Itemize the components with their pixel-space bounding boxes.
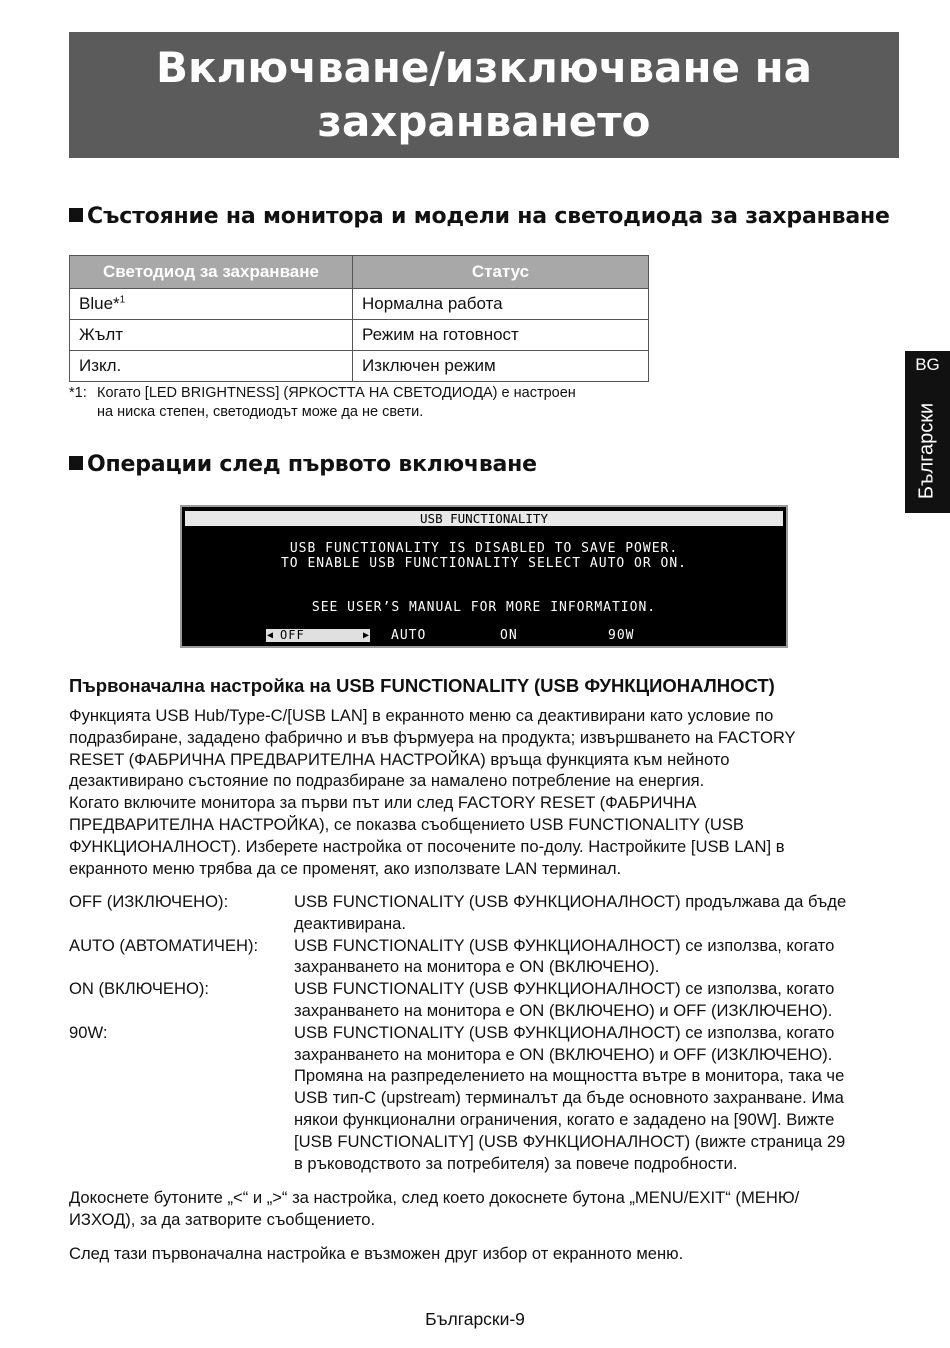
table-cell-led: Изкл. — [70, 351, 353, 382]
options-definition-list — [69, 891, 901, 1174]
osd-message-screenshot — [180, 505, 788, 648]
square-bullet-icon — [69, 456, 83, 470]
option-term: AUTO (АВТОМАТИЧЕН): — [69, 935, 259, 955]
table-row — [70, 320, 649, 351]
osd-line-1: USB FUNCTIONALITY IS DISABLED TO SAVE POWER. — [289, 541, 679, 556]
option-description: USB FUNCTIONALITY (USB ФУНКЦИОНАЛНОСТ) продължава да бъде деактивирана. — [294, 892, 847, 933]
table-header-status: Статус — [353, 256, 649, 289]
list-item — [69, 935, 901, 979]
list-item — [69, 1022, 901, 1175]
list-item — [69, 978, 901, 1022]
table-header-row — [70, 256, 649, 289]
table-cell-status: Режим на готовност — [353, 320, 649, 351]
language-side-tab — [905, 351, 950, 513]
table-header-led: Светодиод за захранване — [70, 256, 353, 289]
osd-line-2: TO ENABLE USB FUNCTIONALITY SELECT AUTO OR ON. — [280, 556, 688, 571]
option-term: ON (ВКЛЮЧЕНО): — [69, 979, 210, 999]
closing-paragraph-1: Докоснете бутоните „<“ и „>“ за настройка, след което докоснете бутона „MENU/EXIT“ (МЕНЮ/ ИЗХОД), за да затворите съобщението. — [69, 1188, 800, 1229]
footnote-mark: *1: — [69, 385, 87, 401]
page-title-line-1: Включване/изключване на — [156, 43, 812, 92]
footnote-line-1: Когато [LED BRIGHTNESS] (ЯРКОСТТА НА СВЕТОДИОДА) е настроен — [97, 385, 576, 401]
intro-paragraph: Функцията USB Hub/Type-C/[USB LAN] в екранното меню са деактивирани като условие по подразбиране, зададено фабрично и във фърмуера на продукта; извършването на FACTORY RESET (ФАБРИЧНА ПРЕДВАРИТЕЛНА НАСТРОЙКА) връща функцията към нейното дезактивирано състояние по подразбиране за намалено потребление на енергия. Когато включите монитора за първи път или след FACTORY RESET (ФАБРИЧНА ПРЕДВАРИТЕЛНА НАСТРОЙКА), се показва съобщението USB FUNCTIONALITY (USB ФУНКЦИОНАЛНОСТ). Изберете настройка от посочените по-долу. Настройките [USB LAN] в екранното меню трябва да се променят, ако използвате LAN терминал. — [69, 706, 796, 878]
option-description: USB FUNCTIONALITY (USB ФУНКЦИОНАЛНОСТ) се използва, когато захранването на монитора е ON (ВКЛЮЧЕНО) и OFF (ИЗКЛЮЧЕНО). Промяна на разпределението на мощността вътре в монитора, така че USB тип-C (upstream) терминалът да бъде основното захранване. Има някои функционални ограничения, когато е зададено на [90W]. Вижте [USB FUNCTIONALITY] (USB ФУНКЦИОНАЛНОСТ) (вижте страница 29 в ръководството за потребителя) за повече подробности. — [294, 1022, 846, 1173]
osd-option-off-selected: ◀ OFF ▶ — [267, 628, 369, 642]
list-item — [69, 891, 901, 935]
arrow-left-icon: ◀ — [267, 630, 274, 641]
subheading-usb-functionality: Първоначална настройка на USB FUNCTIONALITY (USB ФУНКЦИОНАЛНОСТ) — [69, 675, 775, 696]
table-row — [70, 289, 649, 320]
section-heading-operations: Операции след първото включване — [69, 452, 537, 477]
osd-option-on: ON — [500, 628, 518, 643]
square-bullet-icon — [69, 208, 83, 222]
led-status-table — [69, 255, 649, 382]
page-title-banner — [69, 32, 899, 158]
osd-option-90w: 90W — [608, 628, 635, 643]
table-row — [70, 351, 649, 382]
page-number: Български-9 — [425, 1309, 525, 1329]
option-term: OFF (ИЗКЛЮЧЕНО): — [69, 892, 229, 911]
footnote — [69, 384, 669, 422]
option-description: USB FUNCTIONALITY (USB ФУНКЦИОНАЛНОСТ) се използва, когато захранването на монитора е ON (ВКЛЮЧЕНО). — [294, 935, 835, 977]
osd-option-auto: AUTO — [391, 628, 427, 643]
table-cell-led: Жълт — [70, 320, 353, 351]
arrow-right-icon: ▶ — [362, 630, 369, 641]
table-cell-status: Нормална работа — [353, 289, 649, 320]
osd-title-bar: USB FUNCTIONALITY — [185, 511, 783, 526]
option-term: 90W: — [69, 1022, 108, 1042]
table-cell-status: Изключен режим — [353, 351, 649, 382]
table-cell-led: Blue*$^1$ — [70, 289, 353, 320]
option-description: USB FUNCTIONALITY (USB ФУНКЦИОНАЛНОСТ) се използва, когато захранването на монитора е ON (ВКЛЮЧЕНО) и OFF (ИЗКЛЮЧЕНО). — [294, 979, 835, 1020]
language-code: BG — [915, 355, 940, 374]
osd-line-3: SEE USER’S MANUAL FOR MORE INFORMATION. — [311, 600, 657, 615]
closing-paragraph-2: След тази първоначална настройка е възможен друг избор от екранното меню. — [69, 1244, 684, 1263]
section-heading-led: Състояние на монитора и модели на светодиода за захранване — [69, 204, 890, 229]
language-label: Български — [915, 402, 938, 500]
page-title-line-2: захранването — [317, 97, 651, 146]
footnote-line-2: на ниска степен, светодиодът може да не свети. — [97, 404, 424, 420]
